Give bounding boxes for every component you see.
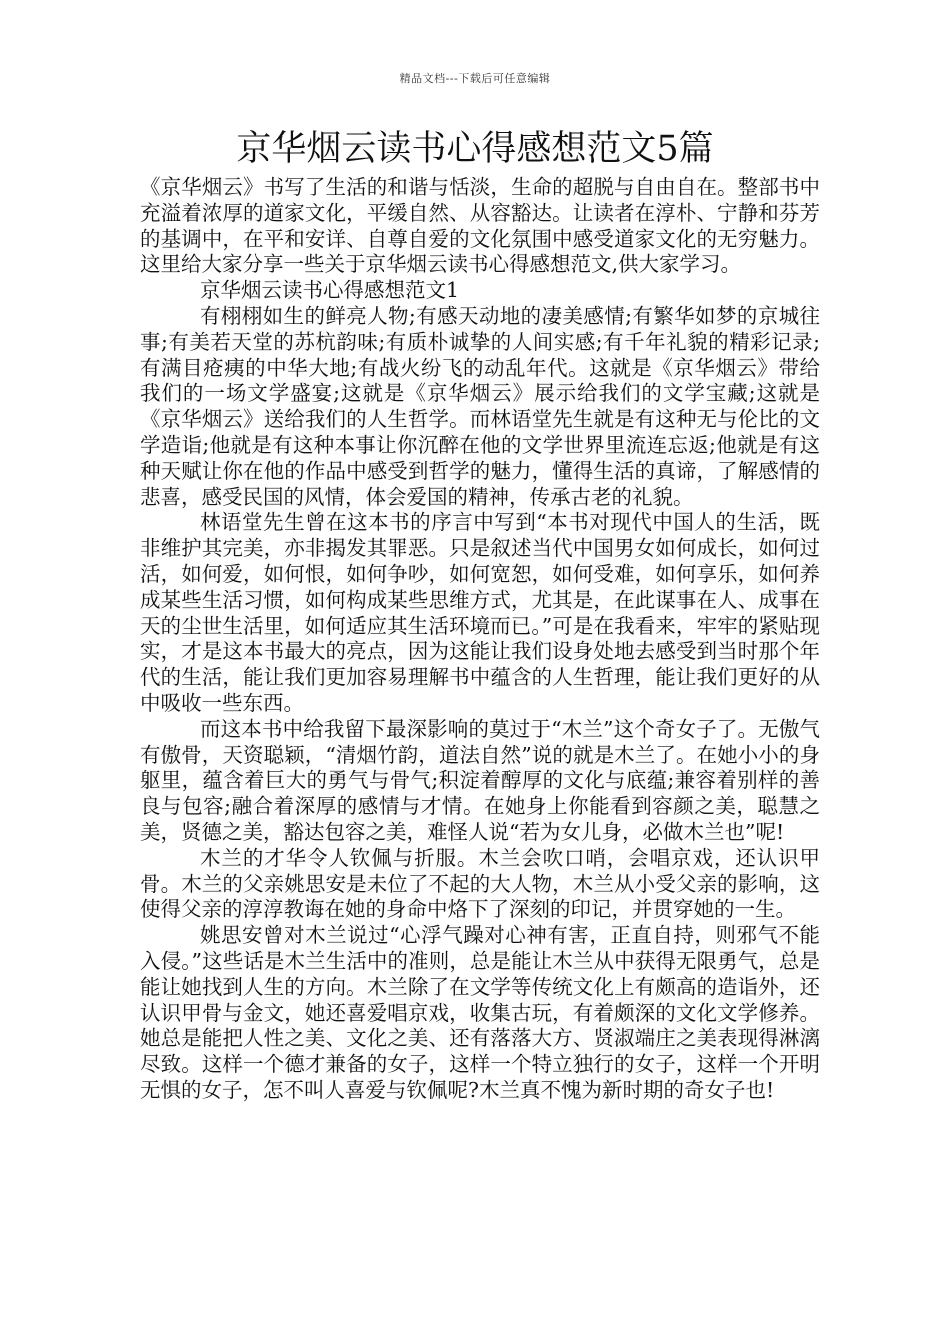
body-paragraph: 而这本书中给我留下最深影响的莫过于“木兰”这个奇女子了。无傲气有傲骨，天资聪颖，“清烟竹韵，道法自然”说的就是木兰了。在她小小的身躯里，蕴含着巨大的勇气与骨气;积淀着醇厚的文化与底蕴;兼容着别样的善良与包容;融合着深厚的感情与才情。在她身上你能看到容颜之美，聪慧之美，贤德之美，豁达包容之美，难怪人说“若为女儿身，必做木兰也”呢! — [140, 716, 820, 844]
intro-paragraph: 《京华烟云》书写了生活的和谐与恬淡，生命的超脱与自由自在。整部书中充溢着浓厚的道家文化，平缓自然、从容豁达。让读者在淳朴、宁静和芬芳的基调中，在平和安详、自尊自爱的文化氛围中感受道家文化的无穷魅力。这里给大家分享一些关于京华烟云读书心得感想范文,供大家学习。 — [140, 175, 820, 277]
body-paragraph: 林语堂先生曾在这本书的序言中写到“本书对现代中国人的生活，既非维护其完美，亦非揭发其罪恶。只是叙述当代中国男女如何成长，如何过活，如何爱，如何恨，如何争吵，如何宽恕，如何受难，如何享乐，如何养成某些生活习惯，如何构成某些思维方式，尤其是，在此谋事在人、成事在天的尘世生活里，如何适应其生活环境而已。”可是在我看来，牢牢的紧贴现实，才是这本书最大的亮点，因为这能让我们设身处地去感受到当时那个年代的生活，能让我们更加容易理解书中蕴含的人生哲理，能让我们更好的从中吸收一些东西。 — [140, 510, 820, 715]
document-body — [140, 175, 820, 1104]
body-paragraph: 姚思安曾对木兰说过“心浮气躁对心神有害，正直自持，则邪气不能入侵。”这些话是木兰生活中的准则，总是能让木兰从中获得无限勇气，总是能让她找到人生的方向。木兰除了在文学等传统文化上有颇高的造诣外，还认识甲骨与金文，她还喜爱唱京戏，收集古玩，有着颇深的文化文学修养。她总是能把人性之美、文化之美、还有落落大方、贤淑端庄之美表现得淋漓尽致。这样一个德才兼备的女子，这样一个特立独行的女子，这样一个开明无惧的女子，怎不叫人喜爱与钦佩呢?木兰真不愧为新时期的奇女子也! — [140, 923, 820, 1102]
body-paragraph: 木兰的才华令人钦佩与折服。木兰会吹口哨，会唱京戏，还认识甲骨。木兰的父亲姚思安是未位了不起的大人物，木兰从小受父亲的影响，这使得父亲的淳淳教诲在她的身命中烙下了深刻的印记，并贯穿她的一生。 — [140, 845, 820, 922]
header-note: 精品文档---下载后可任意编辑 — [399, 72, 551, 85]
section-heading: 京华烟云读书心得感想范文1 — [200, 278, 460, 303]
document-title: 京华烟云读书心得感想范文5篇 — [236, 129, 714, 169]
body-paragraph: 有栩栩如生的鲜亮人物;有感天动地的凄美感情;有繁华如梦的京城往事;有美若天堂的苏杭韵味;有质朴诚挚的人间实感;有千年礼貌的精彩记录;有满目疮痍的中华大地;有战火纷飞的动乱年代。这就是《京华烟云》带给我们的一场文学盛宴;这就是《京华烟云》展示给我们的文学宝藏;这就是《京华烟云》送给我们的人生哲学。而林语堂先生就是有这种无与伦比的文学造诣;他就是有这种本事让你沉醉在他的文学世界里流连忘返;他就是有这种天赋让你在他的作品中感受到哲学的魅力，懂得生活的真谛，了解感情的悲喜，感受民国的风情，体会爱国的精神，传承古老的礼貌。 — [140, 303, 820, 509]
